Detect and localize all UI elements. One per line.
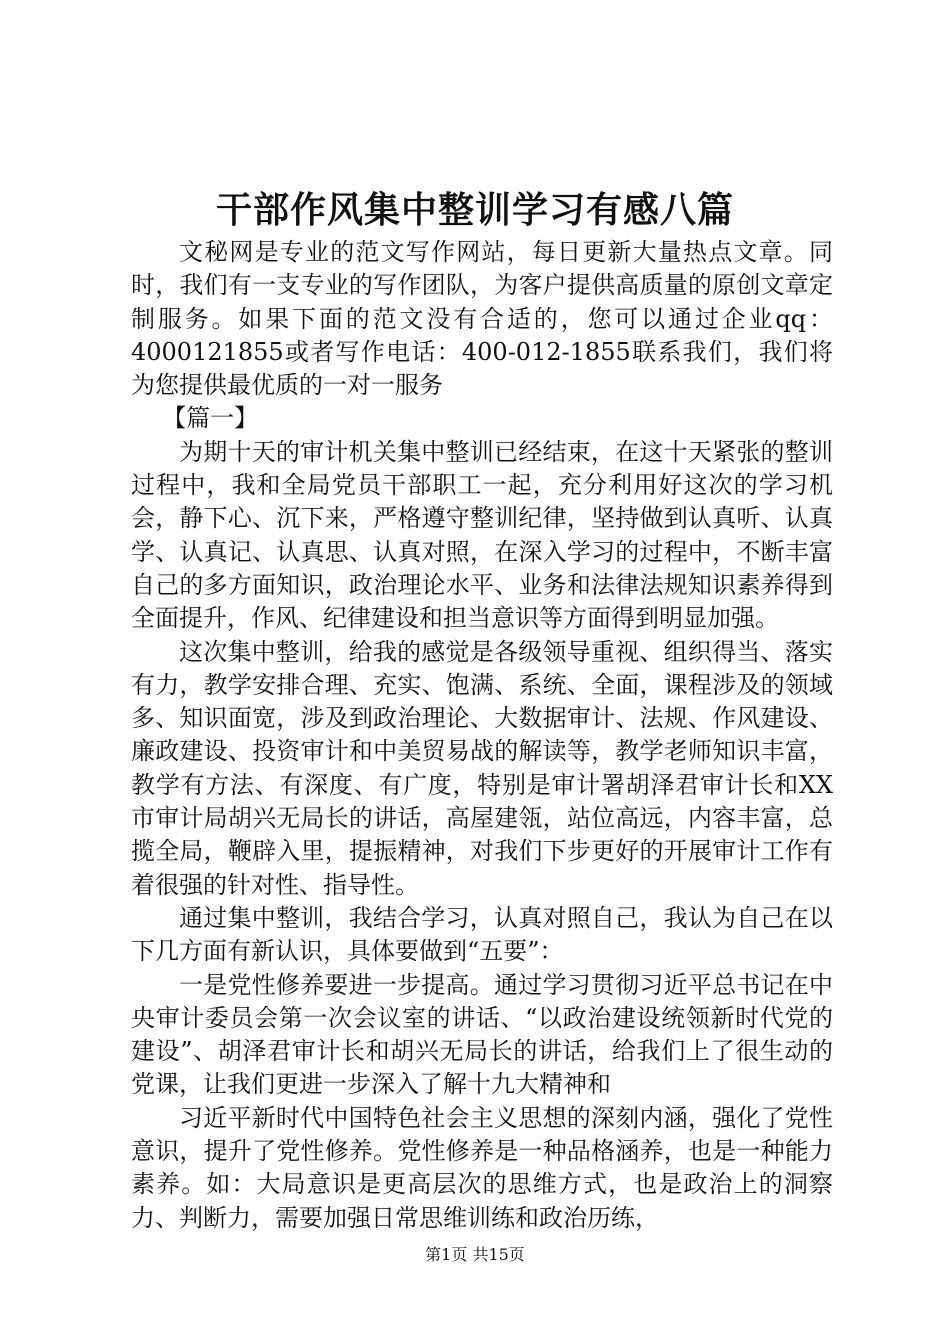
paragraph: 习近平新时代中国特色社会主义思想的深刻内涵，强化了党性意识，提升了党性修养。党性修养是一种品格涵养，也是一种能力素养。如：大局意识是更高层次的思维方式，也是政治上的洞察力、判断力，需要加强日常思维训练和政治历练， [131, 1103, 833, 1232]
paragraph: 通过集中整训，我结合学习，认真对照自己，我认为自己在以下几方面有新认识，具体要做到“五要”： [131, 903, 833, 966]
paragraph: 这次集中整训，给我的感觉是各级领导重视、组织得当、落实有力，教学安排合理、充实、饱满、系统、全面，课程涉及的领域多、知识面宽，涉及到政治理论、大数据审计、法规、作风建设、廉政建设、投资审计和中美贸易战的解读等，教学老师知识丰富，教学有方法、有深度、有广度，特别是审计署胡泽君审计长和XX市审计局胡兴无局长的讲话，高屋建瓴，站位高远，内容丰富，总揽全局，鞭辟入里，提振精神，对我们下步更好的开展审计工作有着很强的针对性、指导性。 [131, 637, 833, 899]
document-title: 干部作风集中整训学习有感八篇 [215, 189, 734, 231]
section-heading: 【篇一】 [162, 404, 259, 433]
paragraph: 一是党性修养要进一步提高。通过学习贯彻习近平总书记在中央审计委员会第一次会议室的讲话、“以政治建设统领新时代党的建设”、胡泽君审计长和胡兴无局长的讲话，给我们上了很生动的党课，让我们更进一步深入了解十九大精神和 [131, 970, 833, 1099]
paragraph: 为期十天的审计机关集中整训已经结束，在这十天紧张的整训过程中，我和全局党员干部职工一起，充分利用好这次的学习机会，静下心、沉下来，严格遵守整训纪律，坚持做到认真听、认真学、认真记、认真思、认真对照，在深入学习的过程中，不断丰富自己的多方面知识，政治理论水平、业务和法律法规知识素养得到全面提升，作风、纪律建设和担当意识等方面得到明显加强。 [131, 437, 833, 633]
paragraph-intro: 文秘网是专业的范文写作网站，每日更新大量热点文章。同时，我们有一支专业的写作团队，为客户提供高质量的原创文章定制服务。如果下面的范文没有合适的，您可以通过企业qq：4000121855或者写作电话：400-012-1855联系我们，我们将为您提供最优质的一对一服务 [131, 238, 833, 400]
document-body [131, 236, 833, 1235]
page-number-footer: 第1页 共15页 [425, 1245, 525, 1264]
